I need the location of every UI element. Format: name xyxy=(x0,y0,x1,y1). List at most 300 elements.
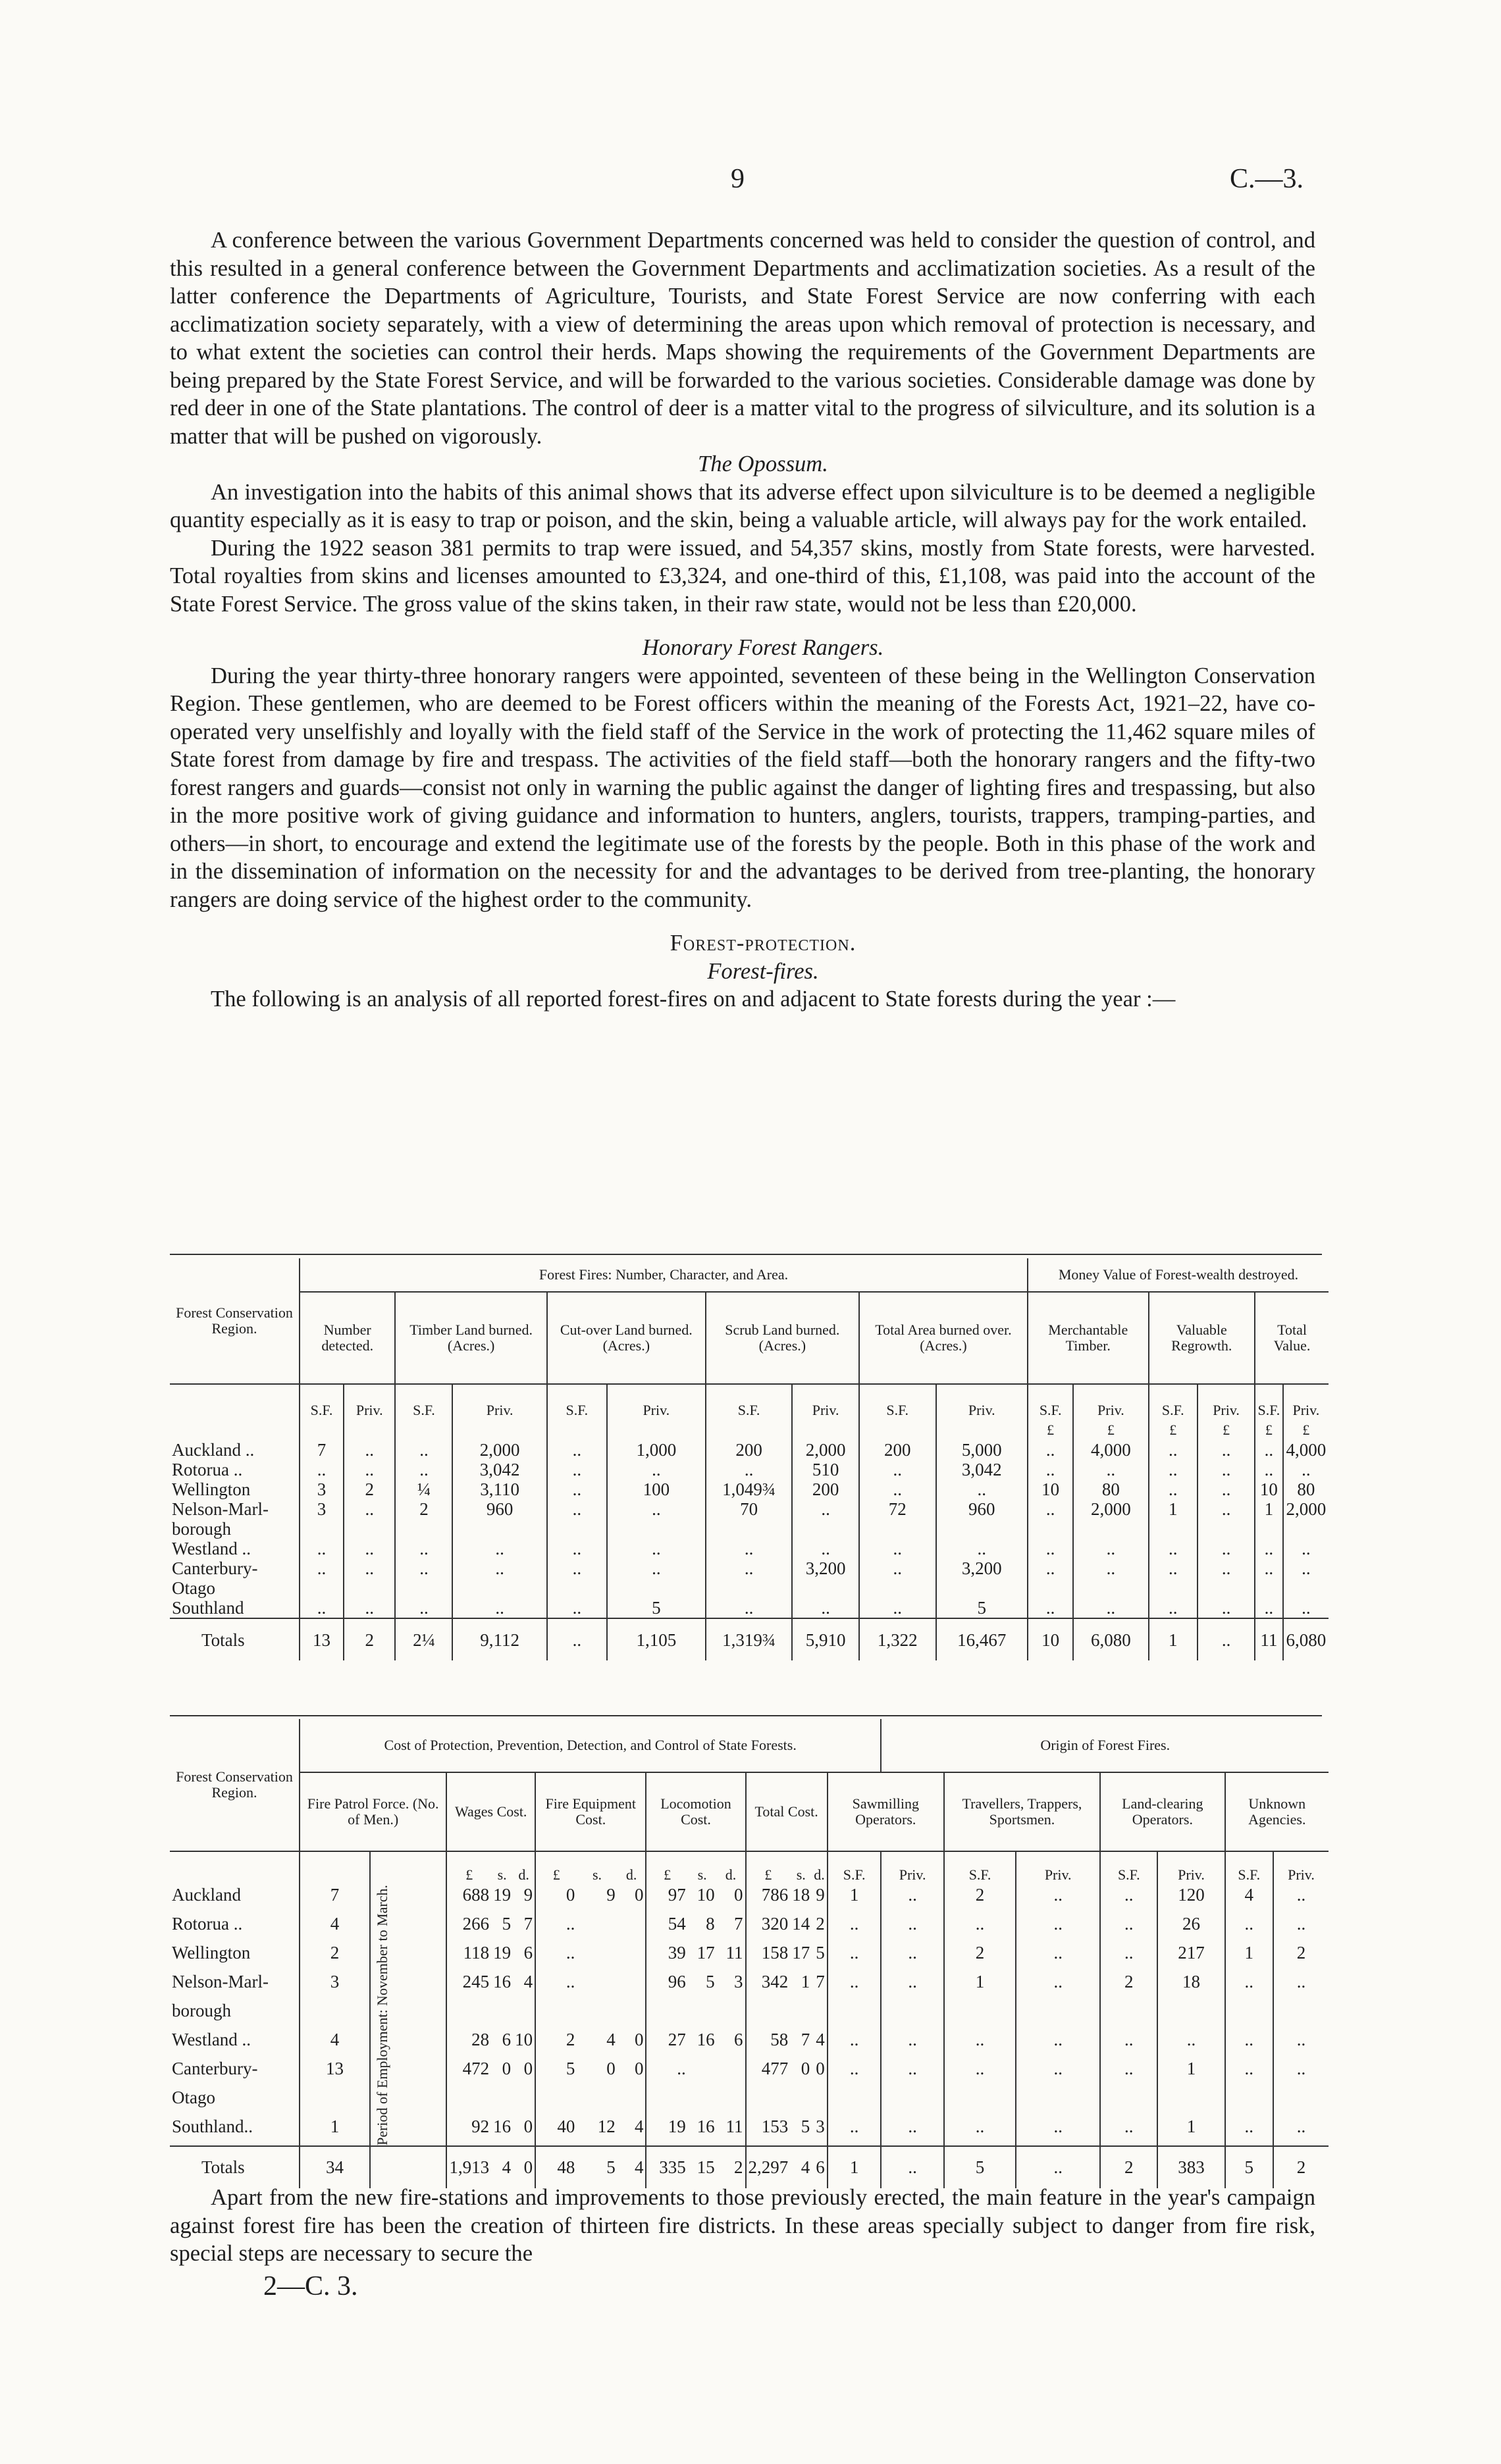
t1-cell: .. xyxy=(344,1460,395,1479)
t1-cell: .. xyxy=(1149,1479,1198,1499)
t1-cell xyxy=(859,1578,936,1598)
t1-cell: .. xyxy=(1283,1460,1329,1479)
t2-money-cell xyxy=(812,2088,828,2117)
t2-total-cell: 2 xyxy=(1100,2146,1157,2188)
t2-row-region: Auckland xyxy=(172,1885,241,1905)
t2-origin-cell xyxy=(828,2088,882,2117)
t2-origin-cell: .. xyxy=(1100,2117,1157,2146)
t2-origin-cell: .. xyxy=(1016,2117,1100,2146)
t2-money-cell xyxy=(790,2001,812,2030)
t2-origin-cell: .. xyxy=(1016,1943,1100,1972)
t1-cell: 4,000 xyxy=(1283,1440,1329,1460)
t1-cell: .. xyxy=(859,1479,936,1499)
t2-origin-cell xyxy=(1273,2088,1329,2117)
t1-cell: 80 xyxy=(1283,1479,1329,1499)
t1-cell: .. xyxy=(792,1598,859,1618)
t2-sf: S.F. xyxy=(828,1851,882,1885)
t2-origin-cell: .. xyxy=(828,1943,882,1972)
t1-row-region: Nelson-Marl- xyxy=(172,1499,269,1519)
t2-money-cell: 266 xyxy=(446,1914,491,1943)
t1-cell xyxy=(1028,1578,1073,1598)
t1-cell xyxy=(792,1578,859,1598)
t2-money-cell xyxy=(618,2088,646,2117)
t2-origin-cell xyxy=(944,2088,1016,2117)
t1-priv: Priv. £ xyxy=(1198,1384,1255,1440)
t1-cell: .. xyxy=(1073,1558,1148,1578)
t1-cell: 2 xyxy=(395,1499,452,1519)
t2-origin-cell: 2 xyxy=(1273,1943,1329,1972)
t2-row-region: Nelson-Marl- xyxy=(172,1971,269,1991)
t2-money-cell: 17 xyxy=(697,1942,715,1963)
t2-money-cell: 3 xyxy=(734,1971,743,1991)
t1-cell xyxy=(936,1578,1028,1598)
t1-cell xyxy=(1073,1519,1148,1539)
t1-cell: .. xyxy=(395,1539,452,1558)
t2-money-cell: 4 xyxy=(816,2029,825,2049)
t2-origin-cell: 26 xyxy=(1157,1914,1224,1943)
t1-sf: S.F. xyxy=(706,1384,793,1440)
t2-total-cell: 5 xyxy=(1225,2146,1273,2188)
t2-money-cell: 0 xyxy=(523,2116,533,2136)
t1-cell xyxy=(1198,1519,1255,1539)
t1-cell: .. xyxy=(344,1499,395,1519)
t2-total-cell: 15 xyxy=(697,2157,715,2178)
t2-money-cell: 3 xyxy=(816,2116,825,2136)
t1-cell: 3,110 xyxy=(452,1479,546,1499)
paragraph-honorary-rangers: During the year thirty-three honorary rangers were appointed, seventeen of these being in the Wellington Conservation Region. These gentlemen, who are deemed to be Forest officers within the meaning of the Forests Act, 1921–22, have co-operated very unselfishly and loyally with the field staff of the Service in the work of protecting the 11,462 square miles of State forest from damage by fire and trespass. The activities of the field staff—both the honorary rangers and the fifty-two forest rangers and guards—consist not only in warning the public against the danger of lighting fires and trespassing, but also in the more positive work of giving guidance and information to hunters, anglers, tourists, trappers, tramping-parties, and others—in short, to encourage and extend the legitimate use of the forests by the people. Both in this phase of the work and in the dissemination of information on the necessity for and the advantages to be derived from tree-planting, the honorary rangers are doing service of the highest order to the community. xyxy=(170,663,1315,912)
t2-origin-cell: .. xyxy=(881,2059,943,2088)
t2-total-cell: .. xyxy=(1016,2146,1100,2188)
t1-cell: .. xyxy=(344,1598,395,1618)
t1-cell: 2,000 xyxy=(1073,1499,1148,1519)
t2-origin-cell: 1 xyxy=(944,1972,1016,2001)
t1-cell: .. xyxy=(1149,1440,1198,1460)
t2-origin-cell xyxy=(881,2088,943,2117)
t1-cell: .. xyxy=(1283,1558,1329,1578)
t1-cell: .. xyxy=(452,1598,546,1618)
t1-cell xyxy=(1149,1578,1198,1598)
t2-unit-label: d. xyxy=(518,1866,529,1883)
table-row xyxy=(170,2001,1329,2030)
forest-fires-table xyxy=(170,1258,1329,1660)
t2-money-cell: 5 xyxy=(535,2059,577,2088)
t2-totals-label: Totals xyxy=(201,2157,245,2178)
t2-origin-cell xyxy=(1157,2001,1224,2030)
t1-cell: 2,000 xyxy=(452,1440,546,1460)
t2-origin-cell xyxy=(1016,2001,1100,2030)
t2-money-cell: 153 xyxy=(746,2117,791,2146)
t1-cell: .. xyxy=(1198,1440,1255,1460)
t2-priv: Priv. xyxy=(881,1851,943,1885)
t2-money-cell: 0 xyxy=(634,2029,644,2049)
t1-total-cell: .. xyxy=(547,1618,607,1660)
t2-units-blank xyxy=(370,1851,446,1885)
t2-total-cell: 4 xyxy=(801,2157,810,2178)
t1-cell: .. xyxy=(344,1440,395,1460)
t1-cell xyxy=(1149,1519,1198,1539)
t1-cell: .. xyxy=(706,1558,793,1578)
table-row xyxy=(170,1914,1329,1943)
t1-cell xyxy=(452,1578,546,1598)
t2-money-cell: 7 xyxy=(523,1913,533,1934)
table-row xyxy=(170,1539,1329,1558)
t1-total-cell: 13 xyxy=(300,1618,344,1660)
t1-cell: .. xyxy=(547,1460,607,1479)
t1-cell: .. xyxy=(1255,1440,1283,1460)
t2-origin-cell xyxy=(1225,2088,1273,2117)
t2-money-cell: 786 xyxy=(746,1885,791,1914)
t2-col-sawmilling: Sawmilling Operators. xyxy=(828,1772,944,1851)
t1-priv: Priv. £ xyxy=(1073,1384,1148,1440)
t2-money-cell: 16 xyxy=(697,2029,715,2049)
t2-money-cell: 472 xyxy=(446,2059,491,2088)
t2-money-cell: 0 xyxy=(734,1885,743,1905)
t2-group-origin: Origin of Forest Fires. xyxy=(881,1719,1329,1772)
t2-total-cell: 0 xyxy=(523,2157,533,2178)
t2-sf: S.F. xyxy=(944,1851,1016,1885)
t1-total-cell: 5,910 xyxy=(792,1618,859,1660)
t2-unit-label: d. xyxy=(625,1866,637,1883)
t2-money-cell xyxy=(491,2088,513,2117)
t1-cell: 200 xyxy=(859,1440,936,1460)
table-row xyxy=(170,2117,1329,2146)
t2-money-cell: 7 xyxy=(734,1913,743,1934)
t2-total-cell: 4 xyxy=(502,2157,512,2178)
t1-cell xyxy=(1283,1578,1329,1598)
t1-total-cell: 1 xyxy=(1149,1618,1198,1660)
t2-money-cell: 245 xyxy=(446,1972,491,2001)
t2-money-cell: 688 xyxy=(446,1885,491,1914)
t1-cell: .. xyxy=(452,1539,546,1558)
t1-total-cell: 11 xyxy=(1255,1618,1283,1660)
t2-money-cell: 4 xyxy=(634,2116,644,2136)
t2-money-cell: .. xyxy=(535,1972,577,2001)
t2-total-cell: 5 xyxy=(944,2146,1016,2188)
t2-row-region: Wellington xyxy=(172,1942,251,1963)
t2-origin-cell: .. xyxy=(1016,2059,1100,2088)
t2-unit-label: s. xyxy=(697,1866,707,1883)
t1-group-fires: Forest Fires: Number, Character, and Area. xyxy=(300,1258,1028,1292)
t2-origin-cell: 1 xyxy=(1225,1943,1273,1972)
t1-region-header: Forest Conservation Region. xyxy=(176,1304,293,1337)
t2-money-cell: 6 xyxy=(523,1942,533,1963)
t1-cell: 2 xyxy=(344,1479,395,1499)
t1-cell: .. xyxy=(859,1460,936,1479)
t2-money-cell: 0 xyxy=(634,2058,644,2078)
t1-cell: 100 xyxy=(607,1479,706,1499)
t2-origin-cell: .. xyxy=(1016,1972,1100,2001)
t2-total-cell: 2 xyxy=(1273,2146,1329,2188)
t1-cell: .. xyxy=(936,1479,1028,1499)
protection-cost-table xyxy=(170,1719,1329,2188)
t1-row-region: Westland .. xyxy=(172,1539,251,1558)
t1-cell: 70 xyxy=(706,1499,793,1519)
t1-cell: .. xyxy=(607,1460,706,1479)
t1-cell: .. xyxy=(792,1539,859,1558)
t2-money-cell: 5 xyxy=(502,1913,512,1934)
t1-cell xyxy=(1198,1578,1255,1598)
t1-cell xyxy=(395,1578,452,1598)
t1-body xyxy=(170,1440,1329,1618)
table1-top-rule xyxy=(170,1254,1322,1255)
t1-total-cell: 1,322 xyxy=(859,1618,936,1660)
t2-origin-cell xyxy=(881,2001,943,2030)
t1-cell: 80 xyxy=(1073,1479,1148,1499)
t1-cell: 72 xyxy=(859,1499,936,1519)
t1-sf: S.F. £ xyxy=(1255,1384,1283,1440)
t2-money-cell: 9 xyxy=(606,1885,616,1905)
table-row xyxy=(170,2088,1329,2117)
t2-money-cell: 0 xyxy=(634,1885,644,1905)
t2-priv: Priv. xyxy=(1016,1851,1100,1885)
t1-total-cell: 10 xyxy=(1028,1618,1073,1660)
t2-money-cell: 18 xyxy=(792,1885,810,1905)
t1-cell: .. xyxy=(1283,1539,1329,1558)
t1-cell: 5 xyxy=(936,1598,1028,1618)
t1-cell: .. xyxy=(1073,1598,1148,1618)
t1-cell: 5,000 xyxy=(936,1440,1028,1460)
t1-sf: S.F. xyxy=(395,1384,452,1440)
t1-cell: .. xyxy=(547,1598,607,1618)
t1-cell xyxy=(1073,1578,1148,1598)
t1-cell: 3,200 xyxy=(936,1558,1028,1578)
t2-unit-label: d. xyxy=(814,1866,825,1883)
t1-priv: Priv. xyxy=(936,1384,1028,1440)
heading-honorary-rangers: Honorary Forest Rangers. xyxy=(642,635,884,660)
t2-money-cell xyxy=(812,2001,828,2030)
table-row xyxy=(170,1460,1329,1479)
t2-row-region: Canterbury- xyxy=(172,2058,258,2078)
t2-col-locomotion: Locomotion Cost. xyxy=(646,1772,745,1851)
t2-origin-cell: .. xyxy=(944,2030,1016,2059)
page-footer-signature: 2—C. 3. xyxy=(263,2271,358,2301)
text-block-top xyxy=(170,226,1315,1014)
t1-cell: .. xyxy=(344,1558,395,1578)
t1-cell: 10 xyxy=(1028,1479,1073,1499)
t1-cell xyxy=(607,1578,706,1598)
t1-cell: .. xyxy=(1149,1539,1198,1558)
t2-money-cell: 0 xyxy=(816,2058,825,2078)
t2-money-cell xyxy=(646,2088,687,2117)
t2-origin-cell: .. xyxy=(1225,2117,1273,2146)
paragraph-deer-control: A conference between the various Government Departments concerned was held to consider the question of control, and this resulted in a general conference between the Government Departments and acclimatization societies. As a result of the latter conference the Departments of Agriculture, Tourists, and State Forest Service are now conferring with each acclimatization society separately, with a view of determining the areas upon which removal of protection is necessary, and to what extent the societies can control their herds. Maps showing the requirements of the Government Departments are being prepared by the State Forest Service, and will be forwarded to the various societies. Considerable damage was done by red deer in one of the State plantations. The control of deer is a matter vital to the progress of silviculture, and its solution is a matter that will be pushed on vigorously. xyxy=(170,228,1315,449)
t2-money-cell xyxy=(688,2088,717,2117)
t1-cell: .. xyxy=(1255,1598,1283,1618)
t1-cell xyxy=(547,1519,607,1539)
table-row xyxy=(170,1885,1329,1914)
t2-origin-cell: .. xyxy=(1225,2059,1273,2088)
t1-cell: 200 xyxy=(792,1479,859,1499)
t2-money-cell: 16 xyxy=(493,1971,512,1991)
t1-cell: .. xyxy=(859,1558,936,1578)
t2-money-cell: 0 xyxy=(606,2058,616,2078)
t2-money-cell xyxy=(577,1914,617,1943)
t2-origin-cell: .. xyxy=(828,1914,882,1943)
t1-cell: 960 xyxy=(452,1499,546,1519)
t1-total-cell: 2 xyxy=(344,1618,395,1660)
t2-origin-cell: .. xyxy=(1225,2030,1273,2059)
t2-col-total-cost: Total Cost. xyxy=(746,1772,828,1851)
t2-total-men: 34 xyxy=(300,2146,370,2188)
document-reference: C.—3. xyxy=(1229,164,1304,194)
t2-money-cell xyxy=(446,2001,491,2030)
t2-origin-cell: .. xyxy=(1016,1914,1100,1943)
t1-cell: 1,000 xyxy=(607,1440,706,1460)
t2-money-cell: 7 xyxy=(801,2029,810,2049)
t2-men: 3 xyxy=(300,1972,370,2001)
t1-col-merchantable: Merchantable Timber. xyxy=(1028,1292,1148,1384)
paragraph-opossum-season: During the 1922 season 381 permits to trap were issued, and 54,357 skins, mostly from State forests, were harvested. Total royalties from skins and licenses amounted to £3,324, and one-third of this, £1,108, was paid into the account of the State Forest Service. The gross value of the skins taken, in their raw state, would not be less than £20,000. xyxy=(170,535,1315,617)
t2-money-cell: 118 xyxy=(446,1943,491,1972)
t2-origin-cell xyxy=(1157,2088,1224,2117)
t2-total-cell: 6 xyxy=(816,2157,825,2178)
t1-cell: 3 xyxy=(300,1499,344,1519)
t2-origin-cell: .. xyxy=(828,2117,882,2146)
t1-cell: .. xyxy=(1073,1539,1148,1558)
t2-sf: S.F. xyxy=(1100,1851,1157,1885)
t2-money-cell: 5 xyxy=(706,1971,715,1991)
t2-origin-cell: 2 xyxy=(944,1943,1016,1972)
t1-cell: 3,042 xyxy=(452,1460,546,1479)
table-row xyxy=(170,2030,1329,2059)
t2-money-cell: 58 xyxy=(746,2030,791,2059)
t1-cell: 3,200 xyxy=(792,1558,859,1578)
page-number: 9 xyxy=(731,164,745,194)
t1-cell: .. xyxy=(547,1479,607,1499)
t2-origin-cell: .. xyxy=(828,2059,882,2088)
t2-men: 1 xyxy=(300,2117,370,2146)
t2-col-patrol: Fire Patrol Force. (No. of Men.) xyxy=(300,1772,446,1851)
t1-priv: Priv. xyxy=(344,1384,395,1440)
t2-origin-cell: 4 xyxy=(1225,1885,1273,1914)
t1-cell: 10 xyxy=(1255,1479,1283,1499)
paragraph-analysis-intro: The following is an analysis of all reported forest-fires on and adjacent to State forests during the year :— xyxy=(211,987,1176,1012)
t2-origin-cell: 120 xyxy=(1157,1885,1224,1914)
t2-col-travellers: Travellers, Trappers, Sportsmen. xyxy=(944,1772,1100,1851)
t2-priv: Priv. xyxy=(1157,1851,1224,1885)
t1-cell: .. xyxy=(300,1558,344,1578)
t2-money-cell: 6 xyxy=(502,2029,512,2049)
table-row xyxy=(170,1519,1329,1539)
t2-men xyxy=(300,2001,370,2030)
t2-money-cell: .. xyxy=(646,2059,687,2088)
t2-money-cell xyxy=(717,2088,746,2117)
t1-cell: .. xyxy=(792,1499,859,1519)
t2-origin-cell xyxy=(944,2001,1016,2030)
t1-cell xyxy=(792,1519,859,1539)
t2-money-cell: 14 xyxy=(792,1913,810,1934)
t1-col-total-area: Total Area burned over. (Acres.) xyxy=(859,1292,1028,1384)
t2-origin-cell: .. xyxy=(1273,2059,1329,2088)
t1-cell: .. xyxy=(1198,1499,1255,1519)
t2-origin-cell: .. xyxy=(1225,1972,1273,2001)
t2-origin-cell: 2 xyxy=(1100,1972,1157,2001)
t1-total-cell: 1,105 xyxy=(607,1618,706,1660)
t2-money-cell xyxy=(577,1943,617,1972)
paragraph-fire-districts: Apart from the new fire-stations and improvements to those previously erected, the main feature in the year's campaign against forest fire has been the creation of thirteen fire districts. In these areas specially subject to danger from fire risk, special steps are necessary to secure the xyxy=(170,2185,1315,2266)
t2-total-cell: 335 xyxy=(646,2146,687,2188)
t2-money-cell xyxy=(688,2001,717,2030)
t2-region-header: Forest Conservation Region. xyxy=(176,1768,293,1801)
t1-cell: 5 xyxy=(607,1598,706,1618)
t1-sf: S.F. £ xyxy=(1028,1384,1073,1440)
t2-origin-cell: .. xyxy=(828,2030,882,2059)
t1-cell xyxy=(547,1578,607,1598)
t1-sf: S.F. £ xyxy=(1149,1384,1198,1440)
t2-money-cell: 97 xyxy=(646,1885,687,1914)
t1-cell: .. xyxy=(1255,1460,1283,1479)
t2-money-cell: 39 xyxy=(646,1943,687,1972)
t2-unit-label: £ xyxy=(446,1851,491,1885)
t2-origin-cell xyxy=(1100,2001,1157,2030)
t2-money-cell: 54 xyxy=(646,1914,687,1943)
t2-origin-cell: .. xyxy=(1016,1885,1100,1914)
t1-cell: .. xyxy=(300,1598,344,1618)
t2-origin-cell: .. xyxy=(1273,1914,1329,1943)
t2-money-cell xyxy=(618,2001,646,2030)
t2-origin-cell xyxy=(828,2001,882,2030)
t1-cell: .. xyxy=(1149,1598,1198,1618)
t2-money-cell xyxy=(790,2088,812,2117)
t2-unit-label: s. xyxy=(497,1866,507,1883)
text-block-bottom xyxy=(170,2184,1315,2268)
t2-origin-cell: .. xyxy=(1273,2117,1329,2146)
t2-money-cell: 16 xyxy=(697,2116,715,2136)
t2-origin-cell: .. xyxy=(1225,1914,1273,1943)
t1-cell xyxy=(1255,1519,1283,1539)
t1-row-region: Rotorua .. xyxy=(172,1460,243,1479)
t2-money-cell: 4 xyxy=(523,1971,533,1991)
t2-col-unknown: Unknown Agencies. xyxy=(1225,1772,1329,1851)
t2-origin-cell: .. xyxy=(881,1943,943,1972)
t2-total-cell: 2,297 xyxy=(746,2146,791,2188)
table-row xyxy=(170,1943,1329,1972)
t1-cell xyxy=(1283,1519,1329,1539)
t1-cell: .. xyxy=(547,1499,607,1519)
t2-origin-cell: .. xyxy=(881,2030,943,2059)
t2-money-cell: 19 xyxy=(493,1885,512,1905)
t2-money-cell: 2 xyxy=(816,1913,825,1934)
t2-origin-cell: .. xyxy=(881,1972,943,2001)
t2-sf: S.F. xyxy=(1225,1851,1273,1885)
t1-cell: .. xyxy=(706,1539,793,1558)
t2-money-cell: 11 xyxy=(725,2116,743,2136)
t2-money-cell: 6 xyxy=(734,2029,743,2049)
t1-total-cell: 6,080 xyxy=(1283,1618,1329,1660)
t1-cell: .. xyxy=(859,1598,936,1618)
table-row xyxy=(170,1578,1329,1598)
t1-row-region: Wellington xyxy=(172,1479,251,1499)
t2-origin-cell xyxy=(1225,2001,1273,2030)
t1-cell: .. xyxy=(1198,1479,1255,1499)
t2-money-cell xyxy=(577,2088,617,2117)
t1-cell: .. xyxy=(1198,1539,1255,1558)
t2-origin-cell: .. xyxy=(1100,2030,1157,2059)
t1-cell: 2,000 xyxy=(1283,1499,1329,1519)
t2-money-cell: 9 xyxy=(816,1885,825,1905)
t1-cell: ¼ xyxy=(395,1479,452,1499)
t1-sf: S.F. xyxy=(547,1384,607,1440)
t2-col-equipment: Fire Equipment Cost. xyxy=(535,1772,646,1851)
t2-money-cell: 320 xyxy=(746,1914,791,1943)
t1-total-cell: 2¼ xyxy=(395,1618,452,1660)
t2-money-cell xyxy=(491,2001,513,2030)
t2-money-cell: .. xyxy=(535,1914,577,1943)
t1-cell: .. xyxy=(547,1539,607,1558)
t1-sf: S.F. xyxy=(859,1384,936,1440)
t2-origin-cell: 1 xyxy=(1157,2117,1224,2146)
t1-cell: .. xyxy=(1198,1460,1255,1479)
